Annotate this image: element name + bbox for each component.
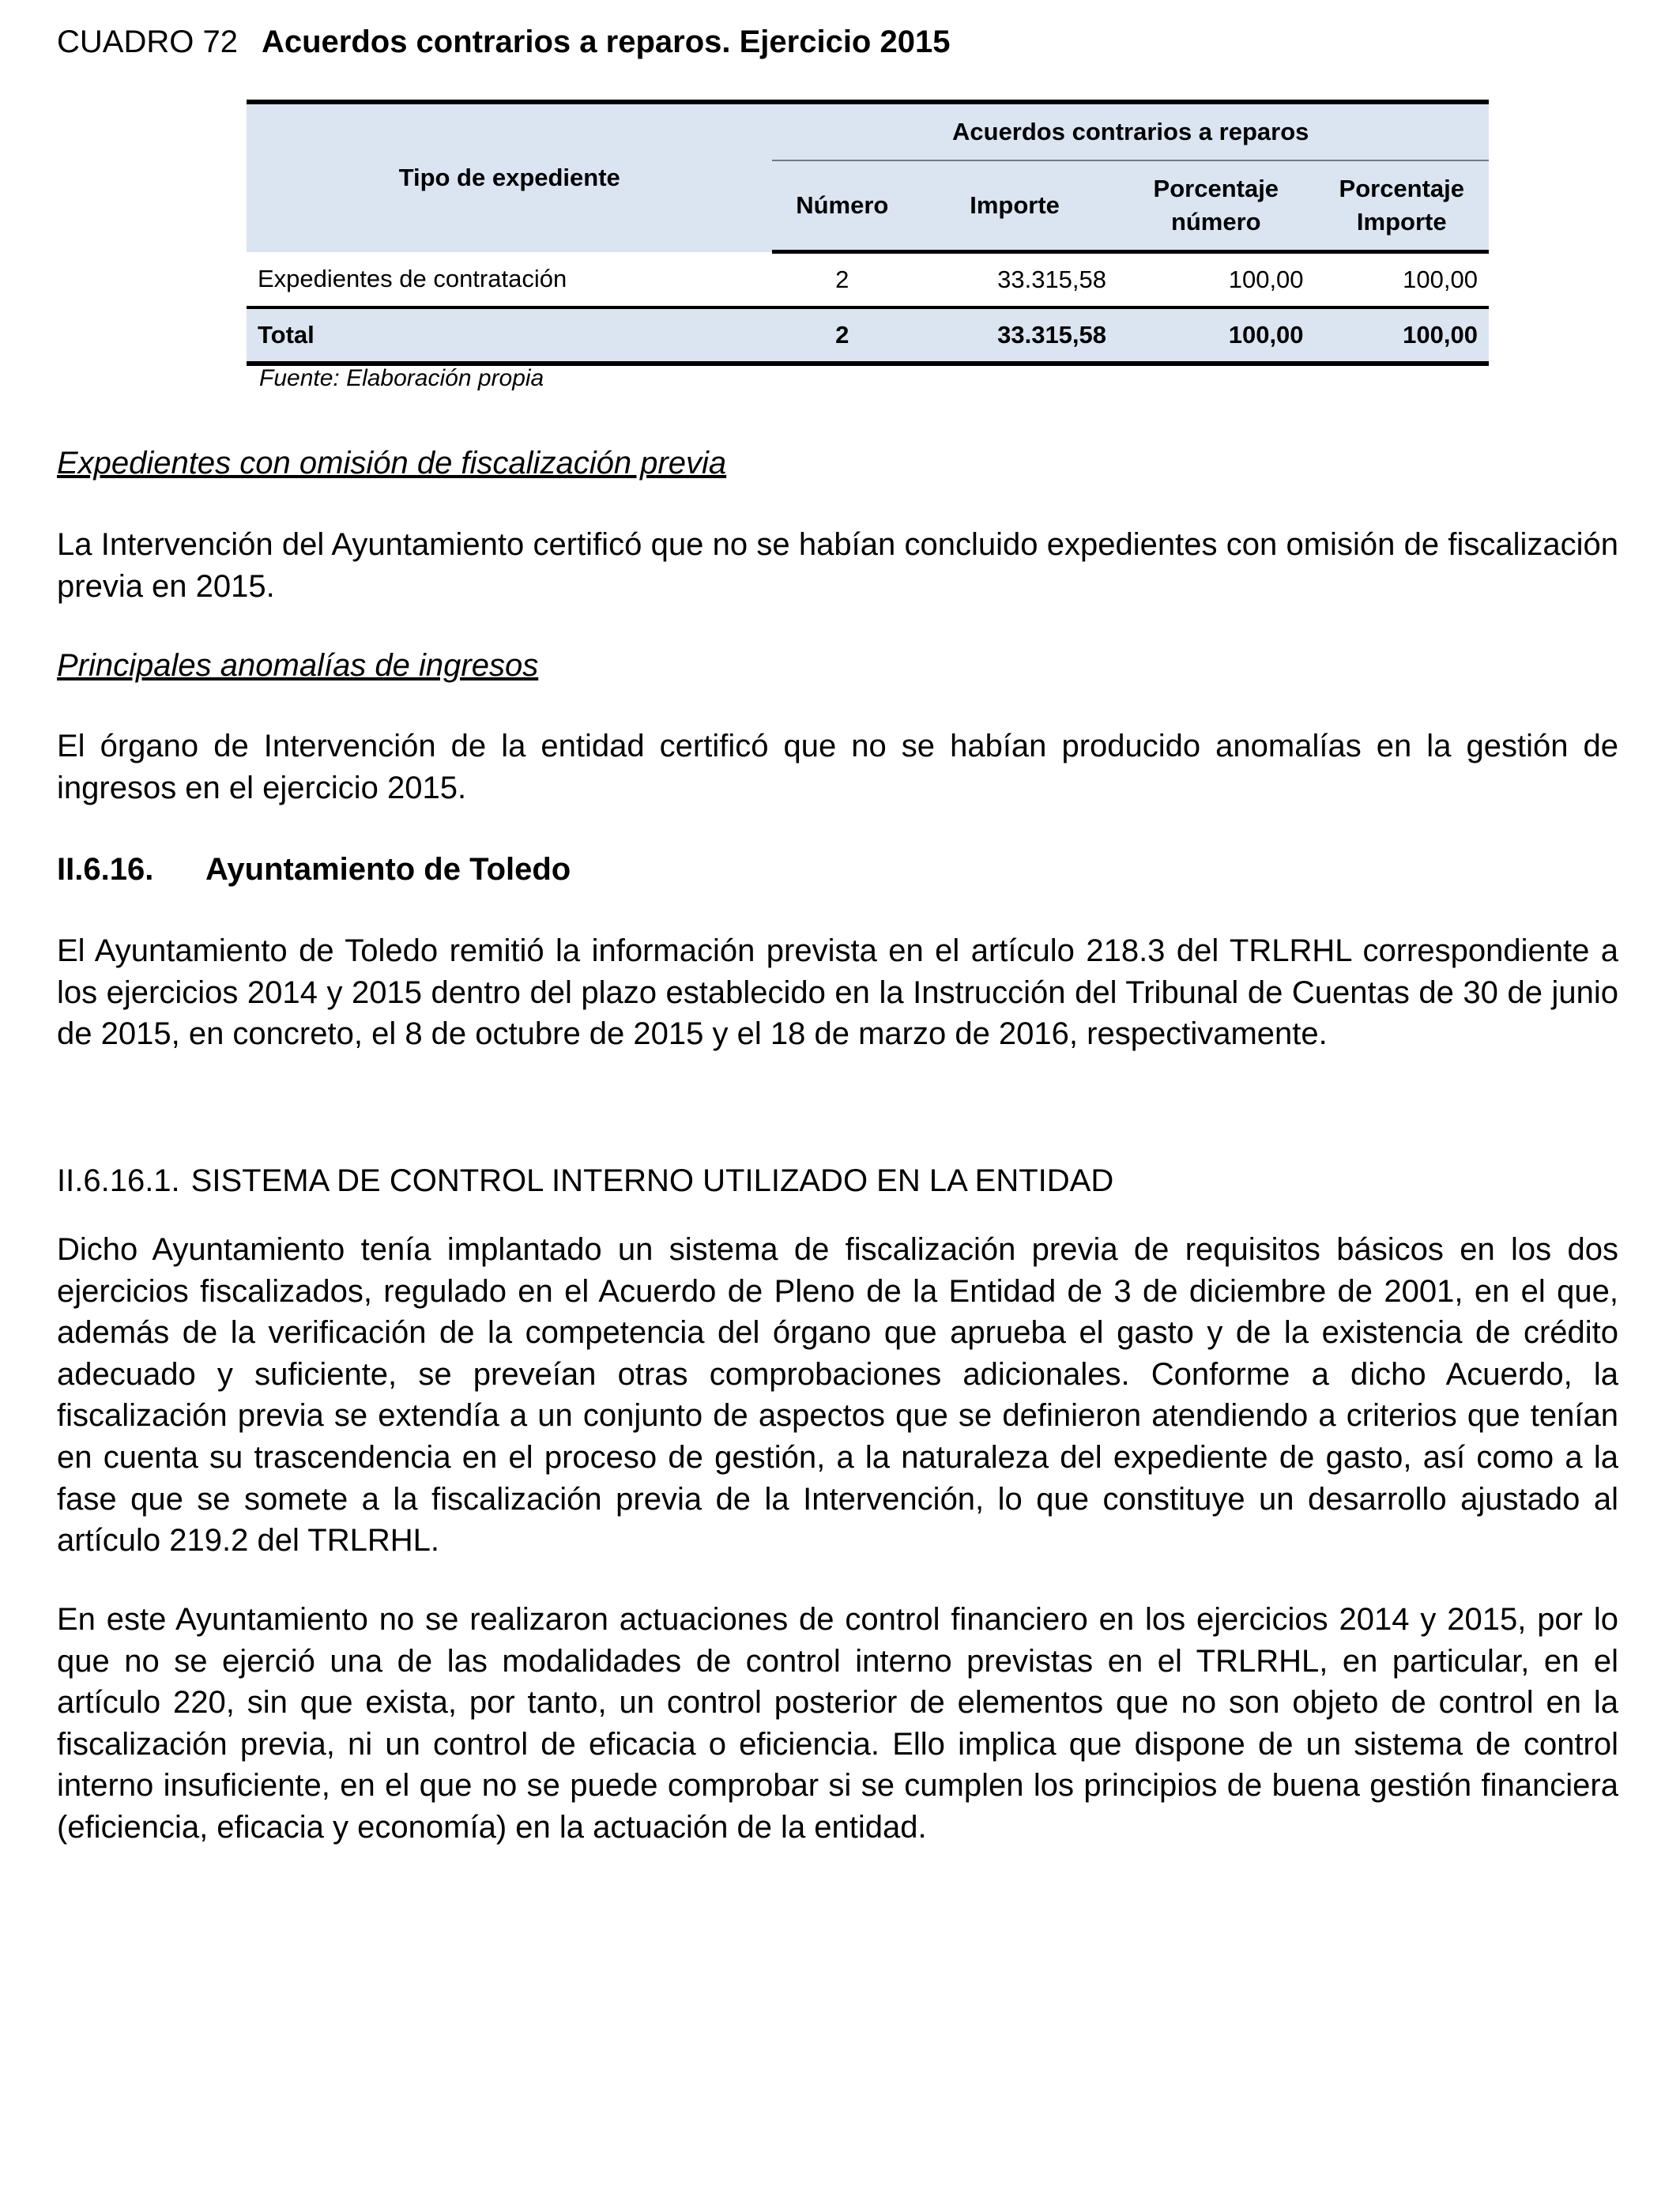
section-title: Ayuntamiento de Toledo [205, 852, 571, 887]
subsection-heading-sistema [57, 1159, 1113, 1203]
total-pct-importe: 100,00 [1315, 307, 1489, 364]
row-importe: 33.315,58 [912, 252, 1117, 308]
row-pct-importe: 100,00 [1315, 252, 1489, 308]
row-label: Expedientes de contratación [247, 252, 772, 308]
total-importe: 33.315,58 [912, 307, 1117, 364]
section-heading-toledo [57, 847, 571, 892]
total-numero: 2 [772, 307, 912, 364]
header-porcentaje-numero: Porcentaje número [1117, 160, 1315, 252]
total-pct-numero: 100,00 [1117, 307, 1315, 364]
table-source: Fuente: Elaboración propia [259, 365, 544, 391]
header-porcentaje-importe: Porcentaje Importe [1315, 160, 1489, 252]
table-total-row [247, 307, 1489, 364]
row-pct-numero: 100,00 [1117, 252, 1315, 308]
header-importe: Importe [912, 160, 1117, 252]
paragraph-sistema-1: Dicho Ayuntamiento tenía implantado un sistema de fiscalización previa de requisitos básicos en los dos ejercicios fiscalizados, regulado en el Acuerdo de Pleno de la Entidad de 3 de diciembre de 2001, en el que, además de la verificación de la competencia del órgano que aprueba el gasto y de la existencia de crédito adecuado y suficiente, se preveían otras comprobaciones adicionales. Conforme a dicho Acuerdo, la fiscalización previa se extendía a un conjunto de aspectos que se definieron atendiendo a criterios que tenían en cuenta su trascendencia en el proceso de gestión, a la naturaleza del expediente de gasto, así como a la fase que se somete a la fiscalización previa de la Intervención, lo que constituye un desarrollo ajustado al artículo 219.2 del TRLRHL. [57, 1232, 1618, 1559]
paragraph-sistema-2: En este Ayuntamiento no se realizaron actuaciones de control financiero en los ejercicios 2014 y 2015, por lo que no se ejerció una de las modalidades de control interno previstas en el TRLRHL, en particular, en el artículo 220, sin que exista, por tanto, un control posterior de elementos que no son objeto de control en la fiscalización previa, ni un control de eficacia o eficiencia. Ello implica que dispone de un sistema de control interno insuficiente, en el que no se puede comprobar si se cumplen los principios de buena gestión financiera (eficiencia, eficacia y economía) en la actuación de la entidad. [57, 1602, 1618, 1845]
total-label: Total [247, 307, 772, 364]
section-number: II.6.16. [57, 852, 154, 887]
paragraph-anomalias: El órgano de Intervención de la entidad certificó que no se habían producido anomalías en la gestión de ingresos en el ejercicio 2015. [57, 729, 1618, 805]
table-caption [57, 19, 950, 65]
subsection-number: II.6.16.1. [57, 1163, 180, 1198]
header-tipo-expediente: Tipo de expediente [247, 102, 772, 252]
subsection-title: SISTEMA DE CONTROL INTERNO UTILIZADO EN LA ENTIDAD [190, 1163, 1114, 1198]
acuerdos-table [247, 100, 1489, 366]
heading-omision: Expedientes con omisión de fiscalización previa [57, 446, 727, 481]
paragraph-toledo: El Ayuntamiento de Toledo remitió la información prevista en el artículo 218.3 del TRLRHL correspondiente a los ejercicios 2014 y 2015 dentro del plazo establecido en la Instrucción del Tribunal de Cuentas de 30 de junio de 2015, en concreto, el 8 de octubre de 2015 y el 18 de marzo de 2016, respectivamente. [57, 933, 1618, 1052]
paragraph-omision: La Intervención del Ayuntamiento certificó que no se habían concluido expedientes con omisión de fiscalización previa en 2015. [57, 527, 1618, 604]
header-group-acuerdos: Acuerdos contrarios a reparos [772, 102, 1489, 160]
row-numero: 2 [772, 252, 912, 308]
caption-title: Acuerdos contrarios a reparos. Ejercicio 2015 [261, 25, 951, 59]
caption-label: CUADRO 72 [57, 25, 238, 59]
heading-anomalias: Principales anomalías de ingresos [57, 648, 539, 683]
table-row [247, 252, 1489, 308]
header-numero: Número [772, 160, 912, 252]
